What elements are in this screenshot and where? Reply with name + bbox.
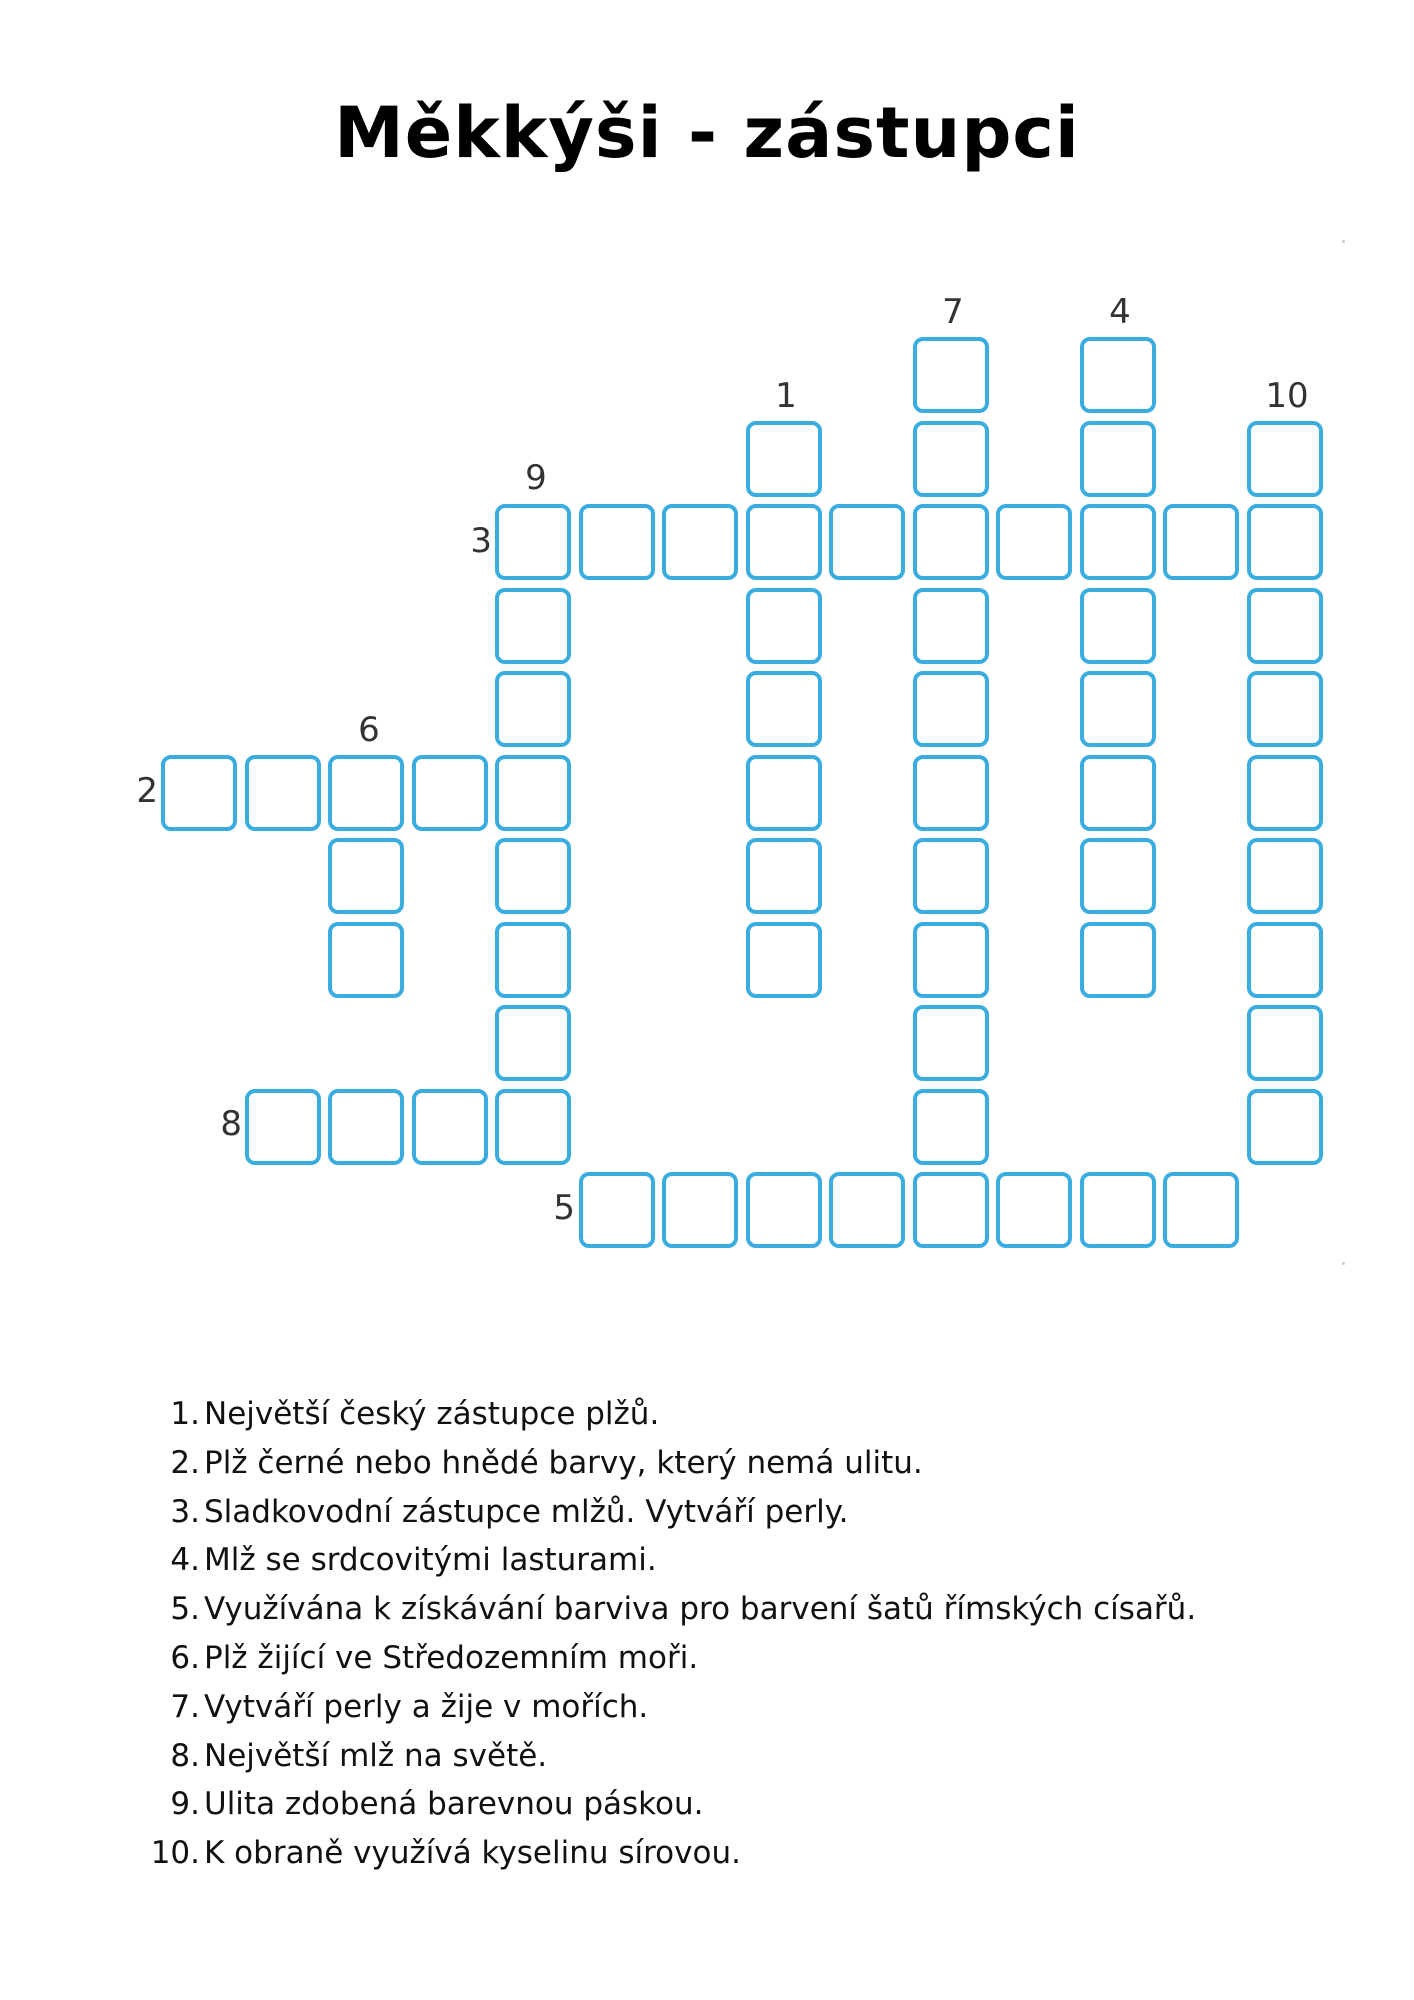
clue-number-9: 9 <box>525 458 547 498</box>
clue-item <box>150 1732 1196 1781</box>
clue-item <box>150 1585 1196 1634</box>
crossword-cell[interactable] <box>1247 1005 1323 1081</box>
clue-item <box>150 1488 1196 1537</box>
crossword-cell[interactable] <box>913 588 989 664</box>
clue-item-text: Plž žijící ve Středozemním moři. <box>204 1639 699 1676</box>
crossword-cell[interactable] <box>412 1089 488 1165</box>
clue-item-number: 1. <box>170 1396 200 1432</box>
crossword-cell[interactable] <box>746 838 822 914</box>
crossword-cell[interactable] <box>1080 588 1156 664</box>
crossword-cell[interactable] <box>913 1172 989 1248</box>
crossword-cell[interactable] <box>1080 922 1156 998</box>
crossword-cell[interactable] <box>746 671 822 747</box>
clue-list <box>150 1390 1196 1878</box>
clue-item-text: Mlž se srdcovitými lasturami. <box>204 1542 657 1579</box>
crossword-cell[interactable] <box>328 922 404 998</box>
crossword-cell[interactable] <box>579 1172 655 1248</box>
crossword-cell[interactable] <box>746 922 822 998</box>
crossword-cell[interactable] <box>495 504 571 580</box>
crossword-cell[interactable] <box>1080 421 1156 497</box>
clue-item <box>150 1829 1196 1878</box>
crossword-cell[interactable] <box>829 504 905 580</box>
clue-item-text: Sladkovodní zástupce mlžů. Vytváří perly. <box>204 1493 849 1530</box>
crossword-cell[interactable] <box>913 337 989 413</box>
scan-speck <box>1342 1262 1345 1265</box>
crossword-cell[interactable] <box>746 755 822 831</box>
crossword-cell[interactable] <box>1080 671 1156 747</box>
crossword-cell[interactable] <box>1163 1172 1239 1248</box>
crossword-cell[interactable] <box>913 671 989 747</box>
crossword-cell[interactable] <box>1163 504 1239 580</box>
crossword-cell[interactable] <box>495 1005 571 1081</box>
clue-number-1: 1 <box>775 376 797 416</box>
crossword-cell[interactable] <box>1080 504 1156 580</box>
page-title: Měkkýši - zástupci <box>334 92 1080 174</box>
crossword-cell[interactable] <box>495 922 571 998</box>
crossword-cell[interactable] <box>1080 1172 1156 1248</box>
crossword-cell[interactable] <box>913 1005 989 1081</box>
clue-item-text: Ulita zdobená barevnou páskou. <box>204 1786 704 1823</box>
crossword-cell[interactable] <box>746 421 822 497</box>
scan-speck <box>1342 240 1345 243</box>
crossword-cell[interactable] <box>746 504 822 580</box>
crossword-cell[interactable] <box>1247 421 1323 497</box>
crossword-cell[interactable] <box>996 504 1072 580</box>
crossword-cell[interactable] <box>245 1089 321 1165</box>
clue-number-5: 5 <box>553 1188 575 1228</box>
clue-item-text: Vytváří perly a žije v mořích. <box>204 1688 649 1725</box>
crossword-cell[interactable] <box>495 755 571 831</box>
crossword-cell[interactable] <box>1247 1089 1323 1165</box>
crossword-cell[interactable] <box>1247 671 1323 747</box>
crossword-cell[interactable] <box>913 755 989 831</box>
crossword-cell[interactable] <box>579 504 655 580</box>
crossword-cell[interactable] <box>1247 922 1323 998</box>
crossword-cell[interactable] <box>913 922 989 998</box>
crossword-cell[interactable] <box>1247 838 1323 914</box>
crossword-cell[interactable] <box>245 755 321 831</box>
clue-number-2: 2 <box>136 771 158 811</box>
clue-item-number: 3. <box>170 1493 200 1530</box>
clue-number-10: 10 <box>1265 376 1309 416</box>
clue-item <box>150 1634 1196 1683</box>
clue-number-4: 4 <box>1109 292 1131 332</box>
clue-number-7: 7 <box>942 292 964 332</box>
clue-number-8: 8 <box>220 1104 242 1144</box>
crossword-cell[interactable] <box>1080 838 1156 914</box>
clue-item-number: 8. <box>170 1737 200 1774</box>
clue-item-number: 7. <box>170 1688 200 1725</box>
crossword-cell[interactable] <box>913 1089 989 1165</box>
crossword-cell[interactable] <box>913 421 989 497</box>
clue-item-text: Využívána k získávání barviva pro barvení šatů římských císařů. <box>204 1591 1197 1628</box>
crossword-cell[interactable] <box>328 755 404 831</box>
crossword-cell[interactable] <box>1247 504 1323 580</box>
crossword-cell[interactable] <box>495 588 571 664</box>
clue-number-6: 6 <box>358 710 380 750</box>
clue-item-number: 4. <box>170 1542 200 1579</box>
clue-item <box>150 1439 1196 1488</box>
crossword-cell[interactable] <box>996 1172 1072 1248</box>
crossword-cell[interactable] <box>1247 755 1323 831</box>
crossword-cell[interactable] <box>1247 588 1323 664</box>
clue-item-number: 6. <box>170 1639 200 1676</box>
crossword-cell[interactable] <box>412 755 488 831</box>
clue-item-text: Největší český zástupce plžů. <box>204 1396 660 1432</box>
clue-item-text: K obraně využívá kyselinu sírovou. <box>204 1835 741 1872</box>
crossword-cell[interactable] <box>746 588 822 664</box>
crossword-cell[interactable] <box>328 838 404 914</box>
crossword-cell[interactable] <box>746 1172 822 1248</box>
crossword-cell[interactable] <box>913 504 989 580</box>
crossword-cell[interactable] <box>913 838 989 914</box>
crossword-cell[interactable] <box>495 671 571 747</box>
crossword-cell[interactable] <box>1080 337 1156 413</box>
crossword-cell[interactable] <box>495 838 571 914</box>
crossword-cell[interactable] <box>829 1172 905 1248</box>
clue-item-number: 2. <box>170 1444 200 1481</box>
clue-item <box>150 1390 1196 1439</box>
clue-item-text: Plž černé nebo hnědé barvy, který nemá ulitu. <box>204 1444 923 1481</box>
clue-item-number: 9. <box>170 1786 200 1823</box>
crossword-cell[interactable] <box>328 1089 404 1165</box>
clue-item-number: 5. <box>170 1591 200 1628</box>
crossword-cell[interactable] <box>662 504 738 580</box>
crossword-cell[interactable] <box>662 1172 738 1248</box>
clue-item-number: 10. <box>150 1835 200 1872</box>
clue-item <box>150 1536 1196 1585</box>
crossword-cell[interactable] <box>1080 755 1156 831</box>
clue-item <box>150 1780 1196 1829</box>
clue-number-3: 3 <box>470 521 492 561</box>
crossword-cell[interactable] <box>161 755 237 831</box>
crossword-cell[interactable] <box>495 1089 571 1165</box>
clue-item <box>150 1683 1196 1732</box>
clue-item-text: Největší mlž na světě. <box>204 1737 548 1774</box>
